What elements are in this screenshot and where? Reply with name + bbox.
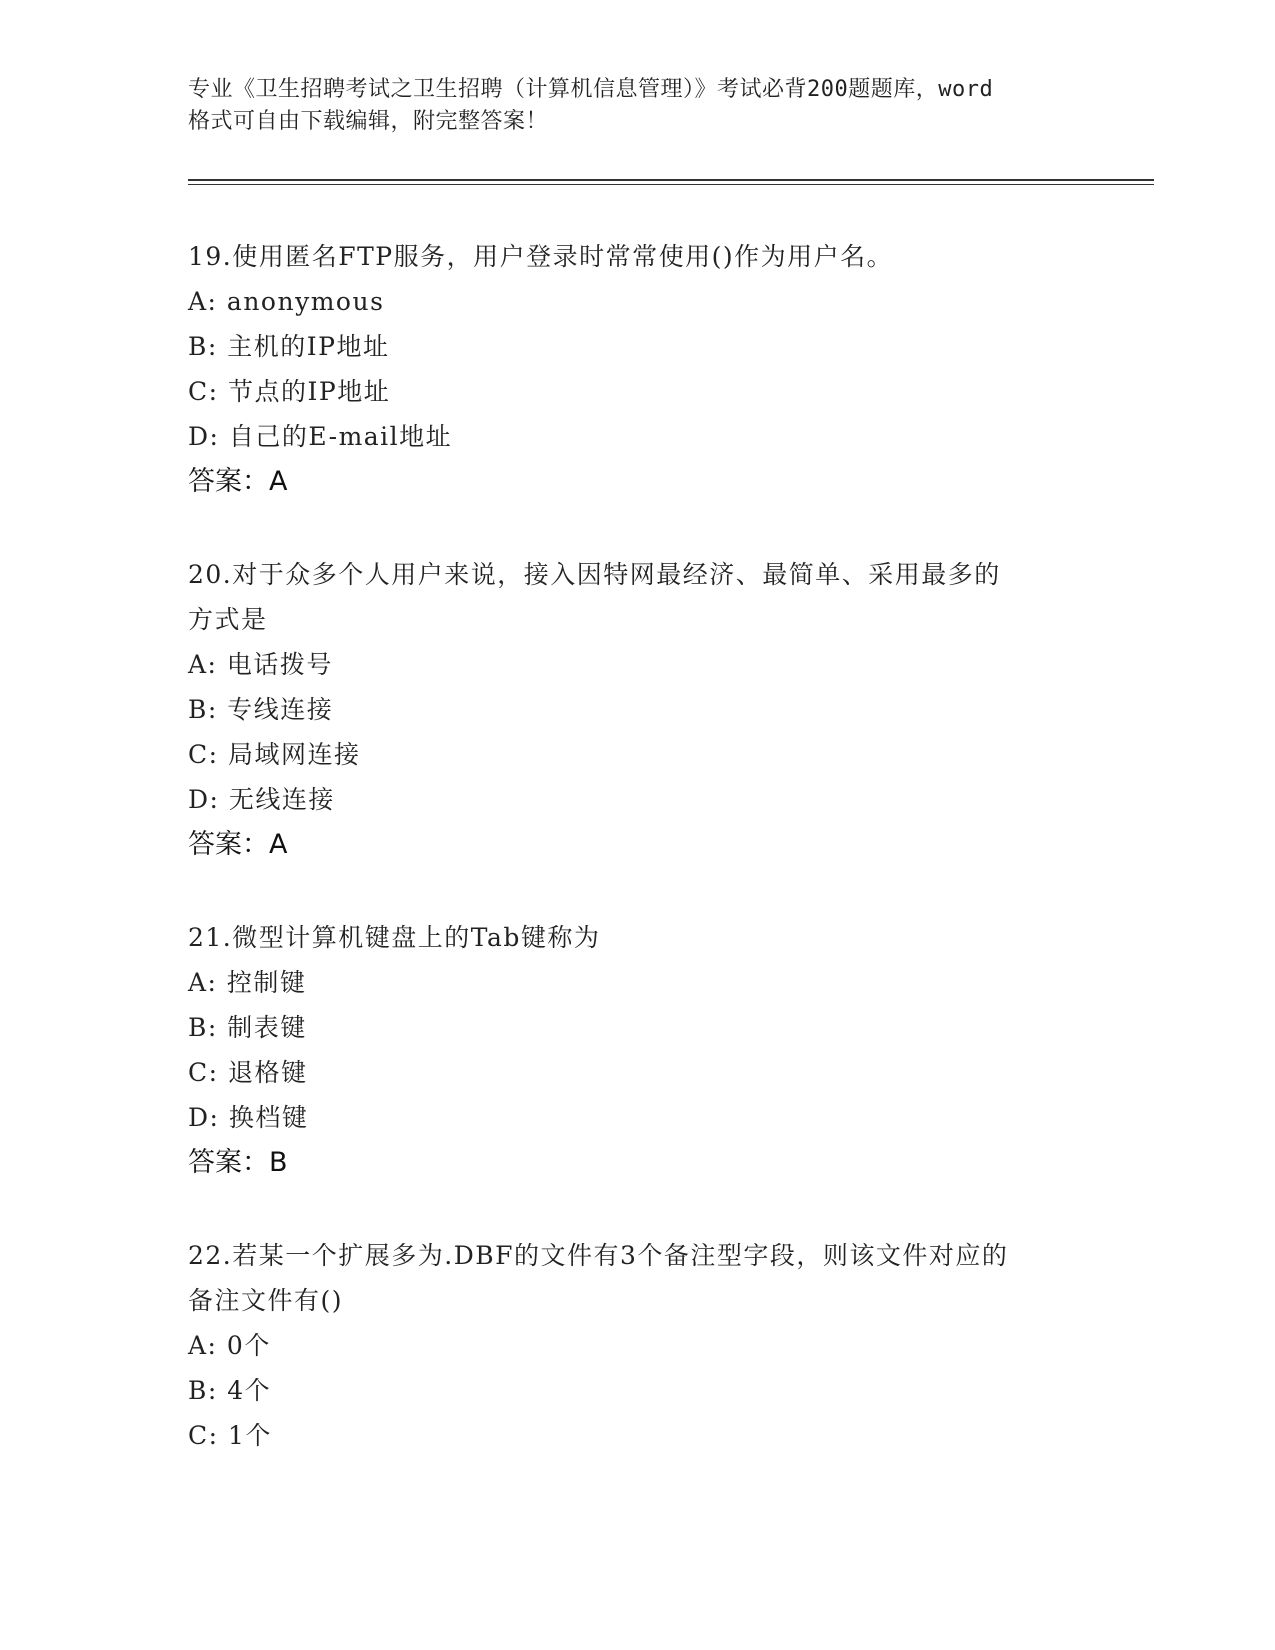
header-line-2: 格式可自由下载编辑，附完整答案！ bbox=[188, 109, 549, 134]
option-d: D: 自己的E-mail地址 bbox=[188, 422, 453, 451]
question-stem: 20.对于众多个人用户来说，接入因特网最经济、最简单、采用最多的 bbox=[188, 560, 1001, 589]
option-a: A: 电话拨号 bbox=[188, 650, 333, 679]
header-divider-top bbox=[188, 179, 1154, 181]
document-header bbox=[188, 74, 1088, 138]
question-stem-continued: 备注文件有() bbox=[188, 1286, 344, 1315]
option-d: D: 无线连接 bbox=[188, 785, 335, 814]
option-c: C: 节点的IP地址 bbox=[188, 377, 391, 406]
option-b: B: 制表键 bbox=[188, 1013, 307, 1042]
question-stem: 22.若某一个扩展多为.DBF的文件有3个备注型字段，则该文件对应的 bbox=[188, 1241, 1009, 1270]
option-a: A: 控制键 bbox=[188, 968, 307, 997]
question-stem: 21.微型计算机键盘上的Tab键称为 bbox=[188, 923, 601, 952]
option-d: D: 换档键 bbox=[188, 1103, 309, 1132]
option-b: B: 4个 bbox=[188, 1376, 272, 1405]
option-b: B: 专线连接 bbox=[188, 695, 334, 724]
option-c: C: 1个 bbox=[188, 1421, 272, 1450]
option-c: C: 局域网连接 bbox=[188, 740, 361, 769]
answer: 答案：B bbox=[188, 1147, 288, 1178]
option-a: A: 0个 bbox=[188, 1331, 271, 1360]
question-21 bbox=[188, 915, 1088, 1185]
question-22 bbox=[188, 1233, 1088, 1458]
question-stem-continued: 方式是 bbox=[188, 605, 268, 634]
option-c: C: 退格键 bbox=[188, 1058, 308, 1087]
answer: 答案：A bbox=[188, 466, 288, 497]
header-divider-bottom bbox=[188, 184, 1154, 185]
question-list bbox=[188, 234, 1088, 1506]
answer: 答案：A bbox=[188, 829, 288, 860]
option-a: A: anonymous bbox=[188, 287, 385, 316]
option-b: B: 主机的IP地址 bbox=[188, 332, 390, 361]
header-line-1: 专业《卫生招聘考试之卫生招聘（计算机信息管理）》考试必背200题题库，word bbox=[188, 77, 994, 102]
question-20 bbox=[188, 552, 1088, 867]
question-19 bbox=[188, 234, 1088, 504]
question-stem: 19.使用匿名FTP服务，用户登录时常常使用()作为用户名。 bbox=[188, 242, 894, 271]
